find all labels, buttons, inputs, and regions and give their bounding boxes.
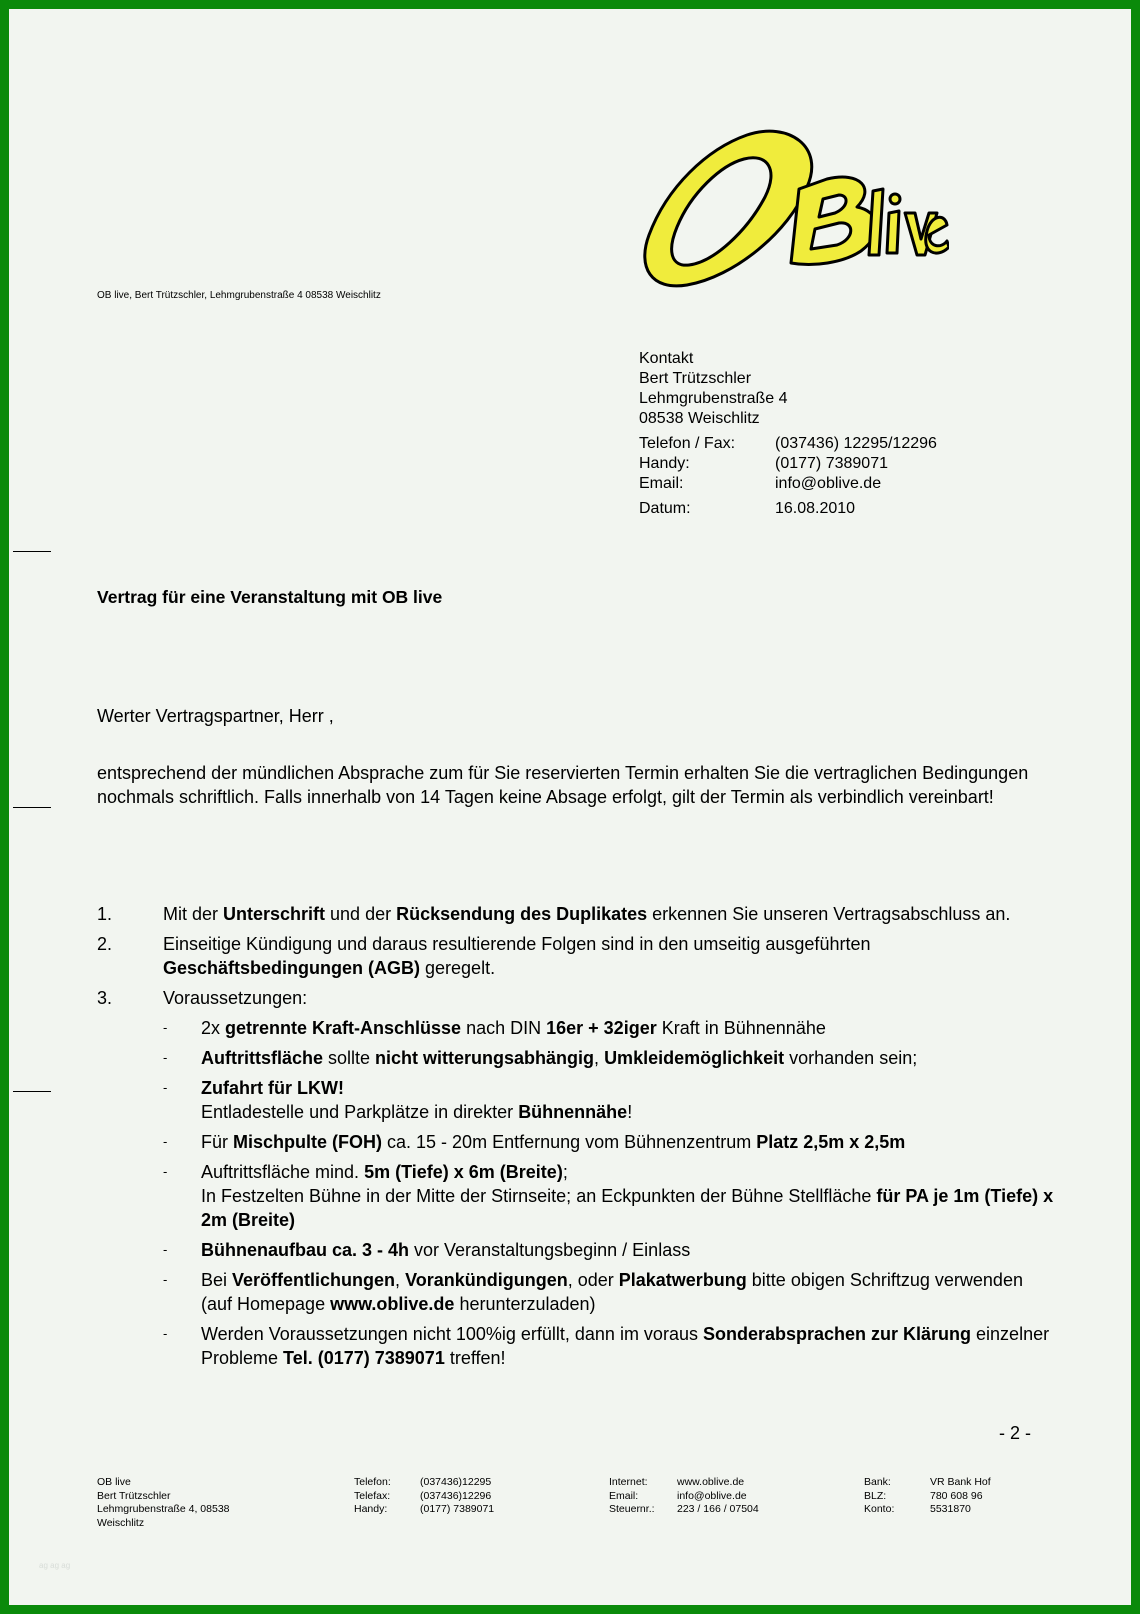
text: Mit der: [163, 904, 224, 924]
footer-phone: Telefon: (037436)12295 Telefax: (037436)12296 Handy: (0177) 7389071: [354, 1476, 495, 1515]
text: vor Veranstaltungsbeginn / Einlass: [409, 1240, 691, 1260]
item-text: [163, 986, 307, 1010]
item-number: 1.: [97, 904, 113, 924]
intro-paragraph: entsprechend der mündlichen Absprache zum für Sie reservierten Termin erhalten Sie die vertraglichen Bedingungen nochmals schriftlich. Falls innerhalb von 14 Tagen keine Absage erfolgt, gilt der Termin als verbindlich vereinbart!: [97, 763, 1029, 807]
sub-item-text: [201, 1046, 917, 1070]
text: einzelner Probleme: [201, 1324, 1050, 1368]
dash-bullet: -: [163, 1134, 168, 1149]
text: sollte: [323, 1048, 376, 1068]
contact-row: Telefon / Fax: (037436) 12295/12296: [639, 435, 937, 452]
bold-text: Vorankündigungen: [405, 1270, 568, 1290]
bold-text: Zufahrt für LKW!: [201, 1078, 344, 1098]
text: Kraft in Bühnennähe: [656, 1018, 826, 1038]
bold-text: Plakatwerbung: [618, 1270, 747, 1290]
bold-text: Geschäftsbedingungen (AGB): [163, 958, 421, 978]
dash-bullet: -: [163, 1020, 168, 1035]
sub-item-text: [201, 1076, 632, 1124]
contact-block: [639, 349, 937, 519]
text: erkennen Sie unseren Vertragsabschluss an.: [647, 904, 1011, 924]
sub-item-text: [201, 1016, 826, 1040]
bold-text: Tel. (0177) 7389071: [283, 1348, 445, 1368]
document-page: [9, 9, 1131, 1605]
contact-row: Email: info@oblive.de: [639, 475, 882, 492]
list-item: [97, 902, 1057, 926]
date-row: Datum: 16.08.2010: [639, 500, 856, 517]
contact-street: Lehmgrubenstraße 4: [639, 390, 788, 407]
dash-bullet: -: [163, 1272, 168, 1287]
text: , oder: [567, 1270, 619, 1290]
text: !: [627, 1102, 633, 1122]
text: In Festzelten Bühne in der Mitte der Stirnseite; an Eckpunkten der Bühne Stellfläche: [201, 1186, 877, 1206]
bold-text: Platz 2,5m x 2,5m: [756, 1132, 906, 1152]
text: herunterzuladen): [454, 1294, 596, 1314]
text: Werden Voraussetzungen nicht 100%ig erfüllt, dann im voraus: [201, 1324, 703, 1344]
sub-list-item: [97, 1322, 1057, 1370]
contact-city: 08538 Weischlitz: [639, 410, 760, 427]
bold-text: für PA je 1m (Tiefe) x 2m (Breite): [201, 1186, 1054, 1230]
text: vorhanden sein;: [784, 1048, 918, 1068]
bold-text: Bühnennähe: [518, 1102, 628, 1122]
item-text: [163, 902, 1010, 926]
oblive-logo: [629, 117, 949, 297]
item-number: 2.: [97, 934, 113, 954]
bold-text: 16er + 32iger: [546, 1018, 657, 1038]
footer-web: Internet: www.oblive.de Email: info@oblive.de Steuernr.: 223 / 166 / 07504: [609, 1476, 759, 1515]
sub-item-text: [201, 1238, 690, 1262]
punch-mark: [13, 807, 51, 808]
sender-line: OB live, Bert Trützschler, Lehmgrubenstraße 4 08538 Weischlitz: [97, 290, 381, 301]
contact-name: Bert Trützschler: [639, 370, 752, 387]
footer-address: OB live Bert Trützschler Lehmgrubenstraße 4, 08538 Weischlitz: [97, 1476, 230, 1529]
bold-text: Auftrittsfläche: [201, 1048, 324, 1068]
text: bitte obigen Schriftzug verwenden (auf Homepage: [201, 1270, 1023, 1314]
bold-text: Rücksendung des Duplikates: [396, 904, 648, 924]
text: ,: [395, 1270, 406, 1290]
list-item: [97, 932, 1057, 980]
sub-list-item: [97, 1076, 1057, 1124]
footer-bank: Bank: VR Bank Hof BLZ: 780 608 96 Konto: 5531870: [864, 1476, 991, 1515]
text: Einseitige Kündigung und daraus resultierende Folgen sind in den umseitig ausgeführten: [163, 934, 871, 954]
greeting: Werter Vertragspartner, Herr ,: [97, 706, 334, 726]
bold-text: Mischpulte (FOH): [233, 1132, 383, 1152]
sub-list-item: [97, 1160, 1057, 1232]
sub-item-text: [201, 1130, 905, 1154]
conditions-list: [97, 902, 1057, 1376]
text: geregelt.: [420, 958, 496, 978]
text: Bei: [201, 1270, 233, 1290]
sub-list-item: [97, 1268, 1057, 1316]
text: ,: [594, 1048, 605, 1068]
sub-list-item: [97, 1046, 1057, 1070]
text: nach DIN: [461, 1018, 547, 1038]
bold-text: Sonderabsprachen zur Klärung: [702, 1324, 972, 1344]
bold-text: www.oblive.de: [330, 1294, 455, 1314]
item-text: [163, 932, 1057, 980]
subject-line: Vertrag für eine Veranstaltung mit OB live: [97, 587, 443, 607]
text: Voraussetzungen:: [163, 988, 308, 1008]
dash-bullet: -: [163, 1080, 168, 1095]
fold-mark: [13, 551, 51, 552]
item-number: 3.: [97, 988, 113, 1008]
bold-text: nicht witterungsabhängig: [375, 1048, 595, 1068]
page-number: - 2 -: [999, 1423, 1032, 1443]
sub-list-item: [97, 1130, 1057, 1154]
dash-bullet: -: [163, 1242, 168, 1257]
sub-item-text: [201, 1268, 1057, 1316]
text: 2x: [201, 1018, 226, 1038]
watermark: ag ag ag: [39, 1561, 71, 1570]
sub-list-item: [97, 1238, 1057, 1262]
text: ca. 15 - 20m Entfernung vom Bühnenzentrum: [382, 1132, 757, 1152]
dash-bullet: -: [163, 1164, 168, 1179]
text: treffen!: [444, 1348, 506, 1368]
list-item: [97, 986, 1057, 1010]
text: Auftrittsfläche mind.: [201, 1162, 365, 1182]
text: Für: [201, 1132, 234, 1152]
text: und der: [325, 904, 397, 924]
dash-bullet: -: [163, 1050, 168, 1065]
bold-text: Veröffentlichungen: [232, 1270, 396, 1290]
dash-bullet: -: [163, 1326, 168, 1341]
bold-text: 5m (Tiefe) x 6m (Breite): [364, 1162, 563, 1182]
sub-list-item: [97, 1016, 1057, 1040]
sub-item-text: [201, 1160, 1057, 1232]
sub-item-text: [201, 1322, 1057, 1370]
bold-text: getrennte Kraft-Anschlüsse: [225, 1018, 462, 1038]
fold-mark: [13, 1091, 51, 1092]
text: Entladestelle und Parkplätze in direkter: [201, 1102, 519, 1122]
bold-text: Umkleidemöglichkeit: [604, 1048, 785, 1068]
text: ;: [562, 1162, 568, 1182]
bold-text: Unterschrift: [223, 904, 326, 924]
contact-heading: Kontakt: [639, 350, 694, 367]
contact-row: Handy: (0177) 7389071: [639, 455, 888, 472]
bold-text: Bühnenaufbau ca. 3 - 4h: [201, 1240, 410, 1260]
